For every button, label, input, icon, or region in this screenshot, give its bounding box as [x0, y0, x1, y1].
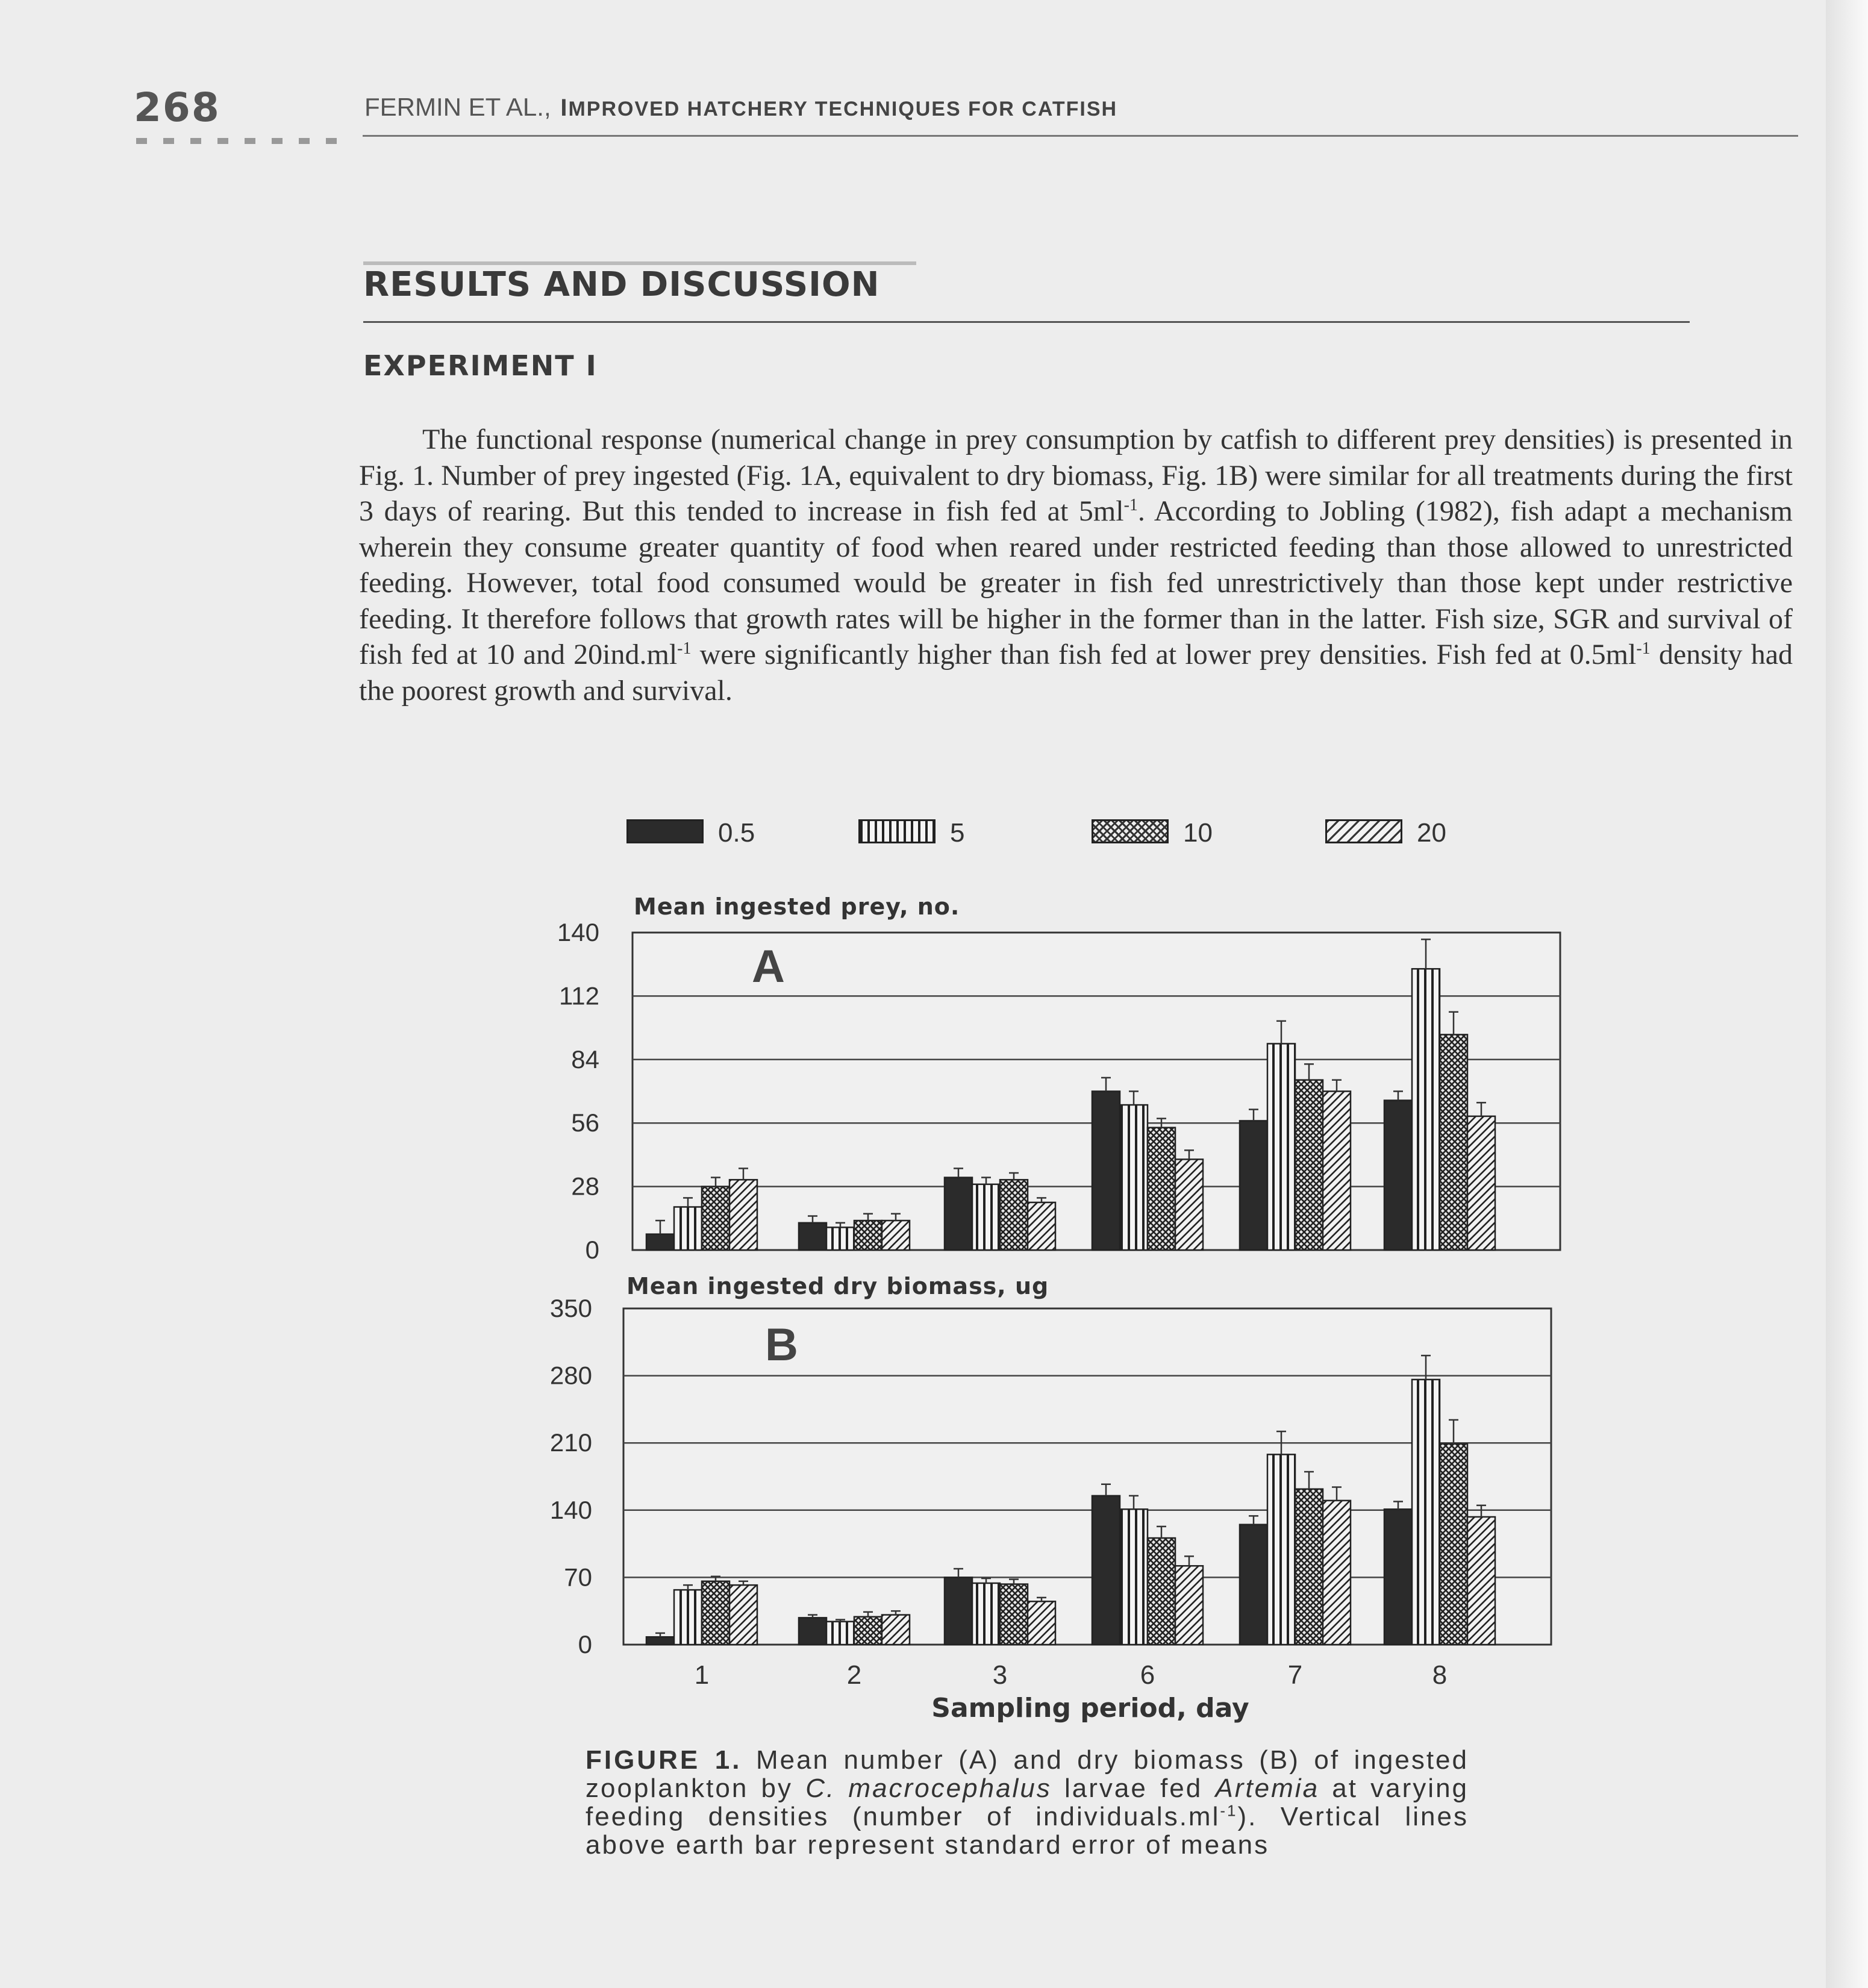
- bar-A-day8-vertical-lines: [1412, 969, 1440, 1250]
- caption-text-4: ). Vertical lines above earth bar represent standard error of means: [586, 1802, 1469, 1860]
- y-tick-label: 112: [559, 981, 599, 1010]
- bar-A-day8-solid: [1384, 1101, 1412, 1250]
- bar-A-day7-solid: [1240, 1121, 1267, 1250]
- bar-A-day6-crosshatch: [1148, 1128, 1175, 1250]
- bar-A-day7-crosshatch: [1295, 1080, 1323, 1250]
- bar-A-day6-diagonal: [1175, 1159, 1203, 1250]
- caption-label: FIGURE 1.: [586, 1745, 742, 1775]
- x-tick-label-3: 3: [992, 1660, 1008, 1690]
- bar-A-day3-solid: [945, 1178, 972, 1250]
- bar-A-day6-vertical-lines: [1120, 1105, 1148, 1250]
- y-tick-label: 140: [557, 918, 599, 946]
- caption-text-3: at varying feeding densities (number of individuals.ml: [586, 1774, 1469, 1831]
- bar-B-day1-diagonal: [729, 1585, 757, 1645]
- bar-B-day7-crosshatch: [1295, 1489, 1323, 1645]
- legend-label-5: 5: [950, 818, 965, 848]
- panel-letter-B: B: [765, 1319, 798, 1371]
- bar-A-day1-solid: [646, 1234, 674, 1250]
- bar-A-day6-solid: [1092, 1092, 1120, 1251]
- caption-text-1: Mean number (A) and dry biomass (B) of ingested zooplankton by: [586, 1745, 1469, 1803]
- bar-B-day7-vertical-lines: [1267, 1454, 1295, 1645]
- superscript-3: -1: [1636, 639, 1651, 658]
- bar-B-day6-crosshatch: [1148, 1538, 1175, 1645]
- y-tick-label: 140: [549, 1495, 592, 1524]
- subsection-title: EXPERIMENT I: [363, 349, 598, 382]
- running-title: IMPROVED HATCHERY TECHNIQUES FOR CATFISH: [560, 95, 1118, 121]
- paragraph-part-3: were significantly higher than fish fed at lower prey densities. Fish fed at 0.5ml: [691, 639, 1637, 670]
- superscript-1: -1: [1123, 496, 1138, 514]
- x-tick-label-1: 1: [694, 1660, 710, 1690]
- bar-B-day1-crosshatch: [702, 1581, 729, 1645]
- x-tick-label-6: 6: [1140, 1660, 1155, 1690]
- running-title-rest: MPROVED HATCHERY TECHNIQUES FOR CATFISH: [568, 98, 1118, 120]
- x-axis-label: Sampling period, day: [931, 1693, 1249, 1724]
- y-tick-label: 84: [571, 1045, 599, 1074]
- paragraph-part-4: density had the poorest growth and survival.: [359, 639, 1793, 707]
- bar-A-day2-crosshatch: [854, 1221, 882, 1250]
- figure-caption: [586, 1746, 1469, 1859]
- bar-A-day1-crosshatch: [702, 1187, 729, 1250]
- panel-letter-A: A: [752, 941, 785, 992]
- bar-B-day2-diagonal: [882, 1615, 910, 1645]
- x-tick-label-8: 8: [1432, 1660, 1448, 1690]
- y-tick-label: 0: [585, 1236, 599, 1264]
- bar-B-day8-crosshatch: [1440, 1444, 1467, 1645]
- y-tick-label: 0: [578, 1630, 592, 1658]
- caption-text-2: larvae fed: [1051, 1774, 1216, 1803]
- bar-B-day3-vertical-lines: [972, 1583, 1000, 1645]
- bar-A-day2-vertical-lines: [826, 1227, 854, 1250]
- caption-species: C. macrocephalus: [805, 1774, 1052, 1803]
- superscript-2: -1: [677, 639, 692, 658]
- x-tick-label-2: 2: [846, 1660, 862, 1690]
- paragraph-part-1: The functional response (numerical change in prey consumption by catfish to different prey densities) is presented in Fig. 1. Number of prey ingested (Fig. 1A, equivalent to dry biomass, Fig. 1B) were similar for all treatments during the first 3 days of rearing. But this tended to increase in fish fed at 5ml: [359, 424, 1793, 527]
- bar-B-day7-solid: [1240, 1525, 1267, 1645]
- bar-B-day8-vertical-lines: [1412, 1380, 1440, 1645]
- bar-B-day6-diagonal: [1175, 1566, 1203, 1645]
- bar-B-day1-vertical-lines: [674, 1590, 702, 1645]
- bar-A-day3-vertical-lines: [972, 1184, 1000, 1250]
- legend-label-10: 10: [1183, 818, 1213, 848]
- y-tick-label: 280: [549, 1361, 592, 1390]
- bar-B-day3-solid: [945, 1577, 972, 1645]
- x-tick-label-7: 7: [1287, 1660, 1303, 1690]
- bar-A-day3-crosshatch: [1000, 1180, 1028, 1250]
- caption-artemia: Artemia: [1215, 1774, 1320, 1803]
- bar-A-day3-diagonal: [1028, 1202, 1055, 1250]
- bar-A-day2-diagonal: [882, 1221, 910, 1250]
- y-tick-label: 70: [564, 1563, 592, 1592]
- bar-A-day8-crosshatch: [1440, 1034, 1467, 1250]
- page-number: 268: [134, 84, 220, 131]
- bar-B-day8-diagonal: [1467, 1517, 1495, 1645]
- bar-B-day6-vertical-lines: [1120, 1509, 1148, 1645]
- bar-B-day7-diagonal: [1323, 1501, 1351, 1645]
- bar-A-day1-diagonal: [729, 1180, 757, 1250]
- bar-A-day7-vertical-lines: [1267, 1043, 1295, 1250]
- section-title: RESULTS AND DISCUSSION: [363, 265, 880, 304]
- bar-A-day7-diagonal: [1323, 1092, 1351, 1251]
- panel-title-B: Mean ingested dry biomass, ug: [626, 1273, 1049, 1299]
- running-authors: FERMIN ET AL.,: [364, 93, 551, 121]
- y-tick-label: 210: [549, 1428, 592, 1457]
- paragraph-part-2: . According to Jobling (1982), fish adapt a mechanism wherein they consume greater quantity of food when reared under restricted feeding than those allowed to unrestricted feeding. However, total food consumed would be greater in fish fed unrestrictively than those kept under restrictive feeding. It therefore follows that growth rates will be higher in the former than in the latter. Fish size, SGR and survival of fish fed at 10 and 20ind.ml: [359, 495, 1793, 670]
- bar-B-day3-diagonal: [1028, 1601, 1055, 1645]
- caption-superscript: -1: [1220, 1801, 1238, 1820]
- bar-B-day8-solid: [1384, 1509, 1412, 1645]
- bar-A-day1-vertical-lines: [674, 1207, 702, 1250]
- y-tick-label: 28: [571, 1172, 599, 1201]
- bar-B-day3-crosshatch: [1000, 1584, 1028, 1645]
- bar-B-day2-solid: [799, 1618, 826, 1645]
- bar-B-day2-crosshatch: [854, 1617, 882, 1645]
- bar-B-day2-vertical-lines: [826, 1622, 854, 1645]
- bar-B-day1-solid: [646, 1637, 674, 1645]
- bar-A-day2-solid: [799, 1223, 826, 1250]
- y-tick-label: 350: [549, 1294, 592, 1322]
- bar-B-day6-solid: [1092, 1496, 1120, 1645]
- y-tick-label: 56: [571, 1108, 599, 1137]
- legend-label-0.5: 0.5: [718, 818, 755, 848]
- legend-label-20: 20: [1417, 818, 1446, 848]
- bar-A-day8-diagonal: [1467, 1116, 1495, 1250]
- panel-title-A: Mean ingested prey, no.: [634, 893, 960, 920]
